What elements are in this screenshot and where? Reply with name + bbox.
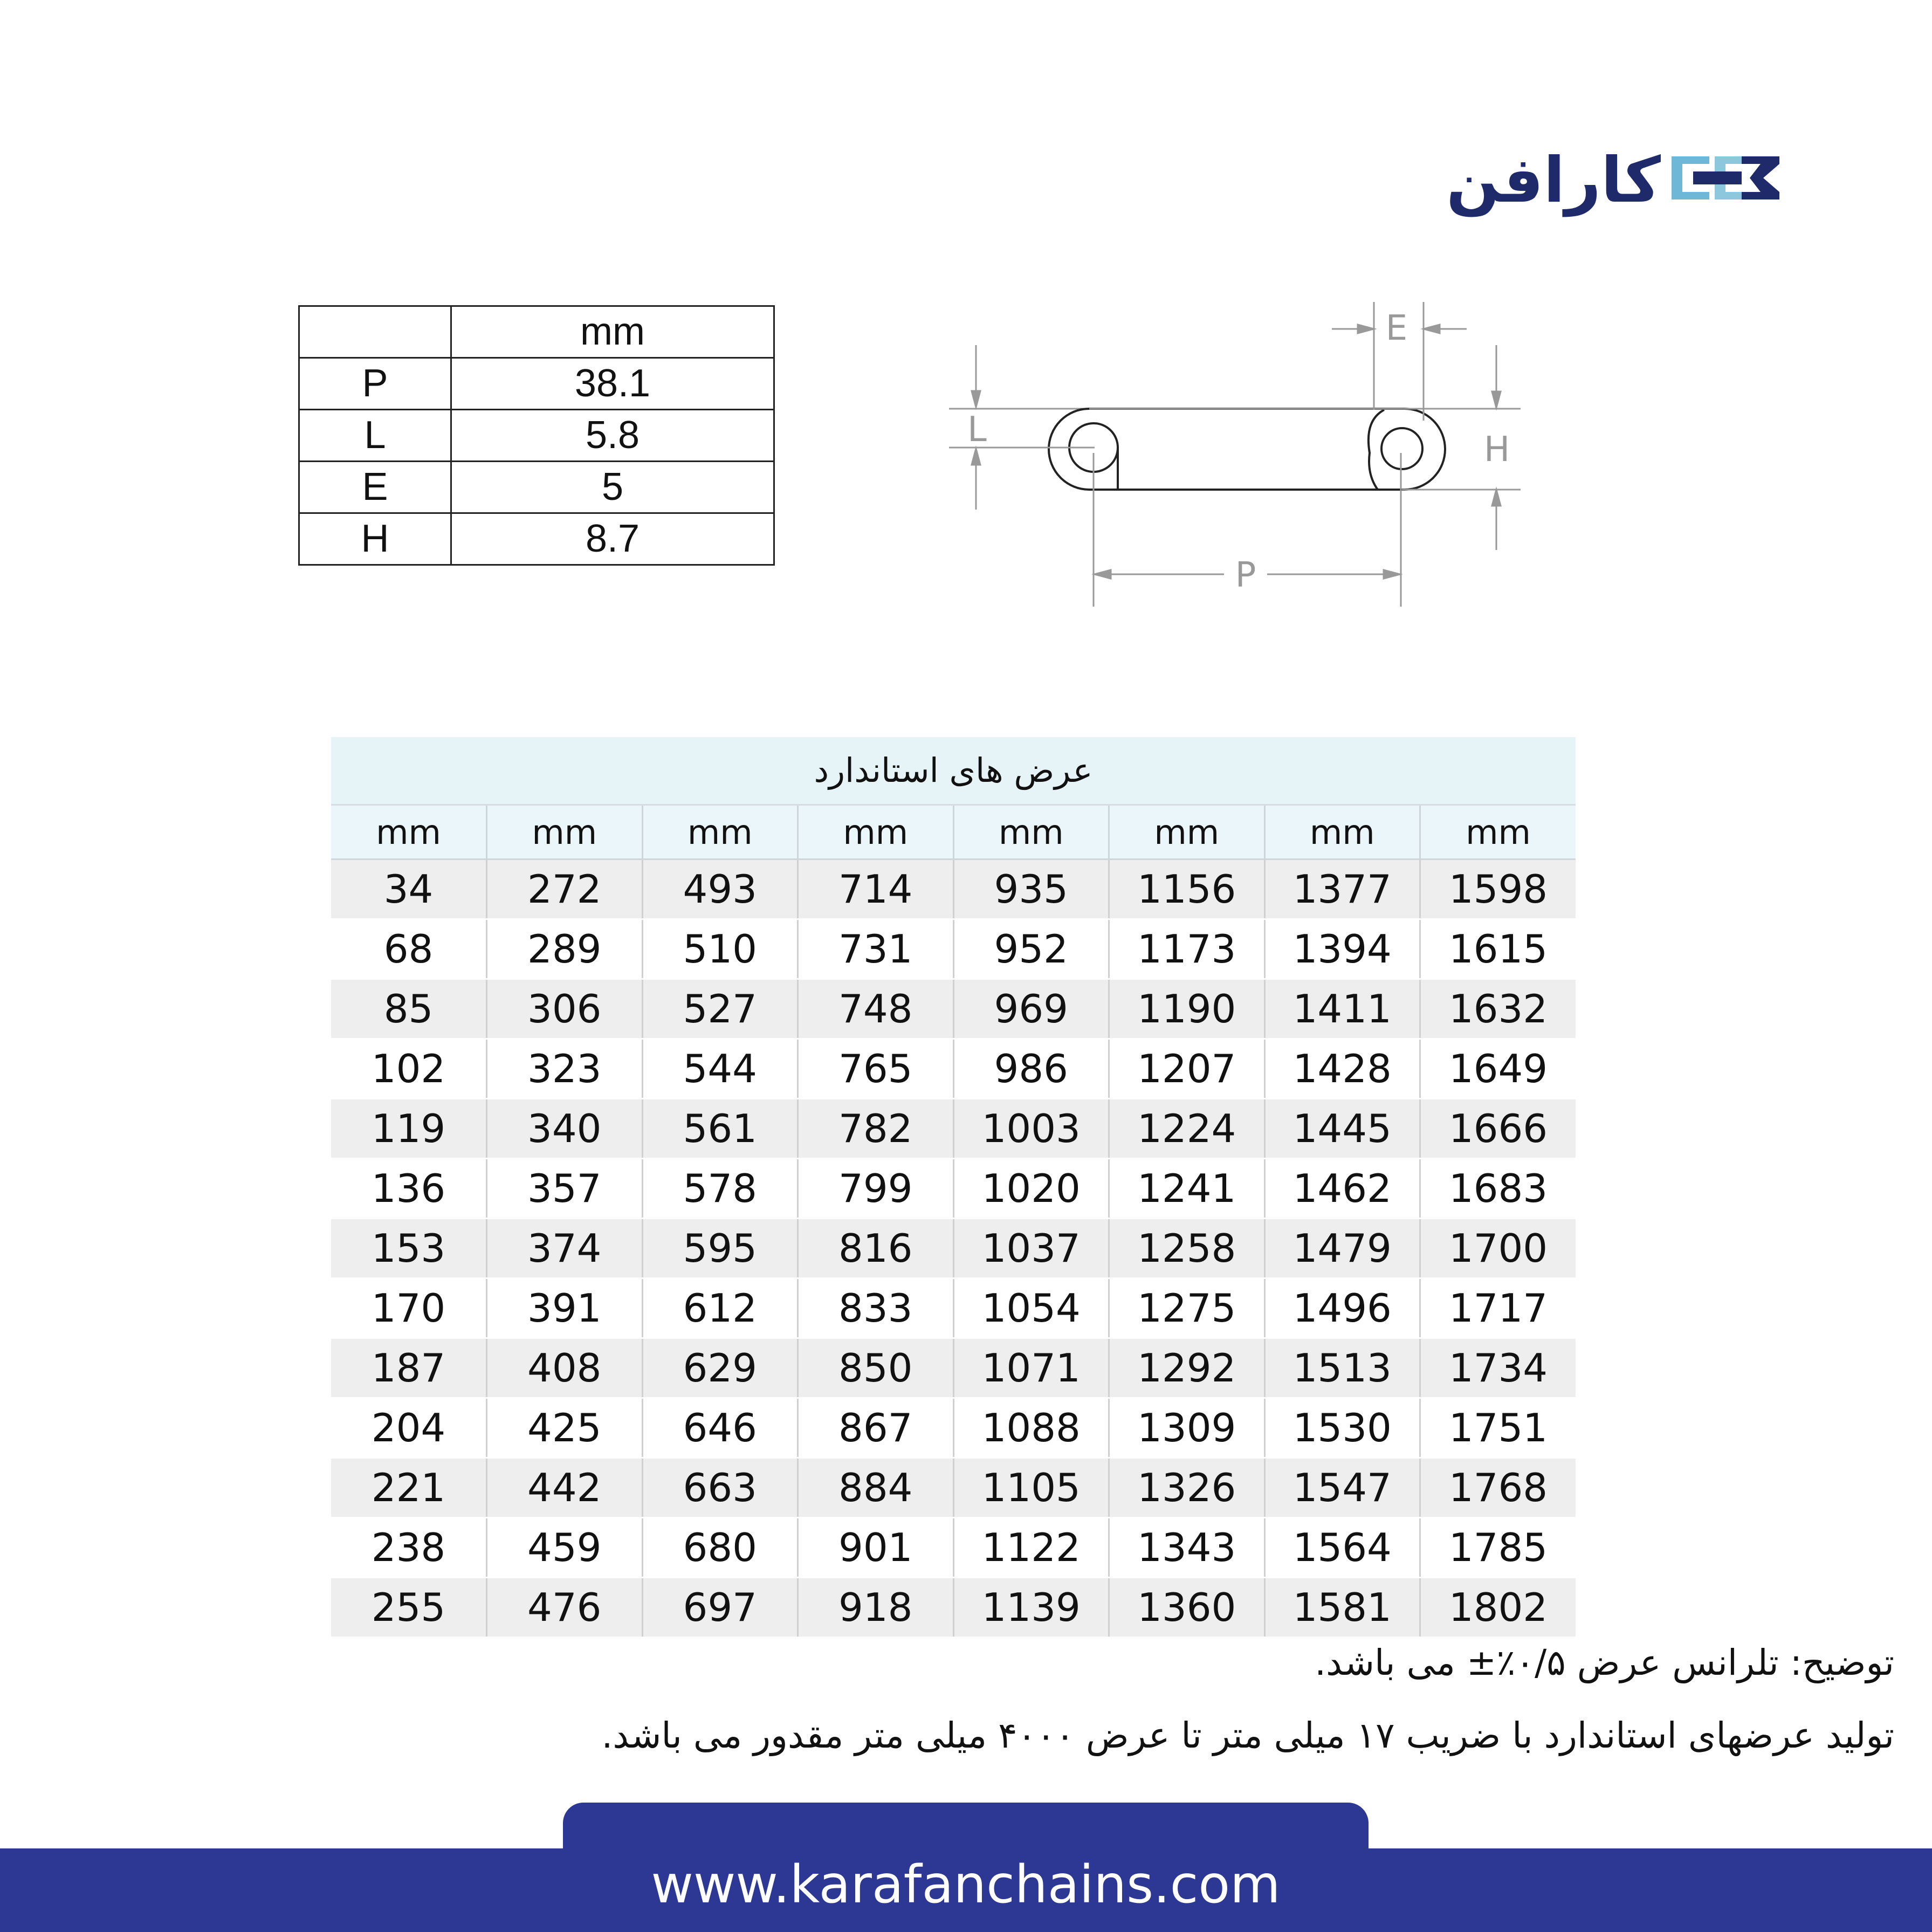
table-row <box>331 1338 1576 1398</box>
width-cell: 595 <box>642 1219 798 1278</box>
width-cell: 1343 <box>1109 1518 1265 1578</box>
width-cell: 731 <box>798 919 954 979</box>
width-cell: 1173 <box>1109 919 1265 979</box>
width-cell: 1513 <box>1264 1338 1420 1398</box>
width-cell: 680 <box>642 1518 798 1578</box>
width-cell: 272 <box>487 860 643 919</box>
width-cell: 1071 <box>953 1338 1109 1398</box>
width-cell: 289 <box>487 919 643 979</box>
width-cell: 629 <box>642 1338 798 1398</box>
width-cell: 1037 <box>953 1219 1109 1278</box>
width-cell: 1547 <box>1264 1458 1420 1518</box>
width-cell: 306 <box>487 979 643 1039</box>
width-cell: 1683 <box>1420 1159 1576 1219</box>
chain-link-outline <box>1049 409 1445 490</box>
standard-widths-table <box>331 806 1576 1638</box>
width-cell: 1275 <box>1109 1278 1265 1338</box>
dimension-table <box>298 305 775 566</box>
width-cell: 1003 <box>953 1099 1109 1159</box>
width-cell: 697 <box>642 1578 798 1638</box>
width-cell: 1649 <box>1420 1039 1576 1099</box>
width-cell: 544 <box>642 1039 798 1099</box>
dimension-value: 5.8 <box>451 410 774 462</box>
width-cell: 1258 <box>1109 1219 1265 1278</box>
width-cell: 1479 <box>1264 1219 1420 1278</box>
column-header: mm <box>1109 806 1265 860</box>
width-cell: 578 <box>642 1159 798 1219</box>
width-cell: 323 <box>487 1039 643 1099</box>
dimension-value: 38.1 <box>451 358 774 410</box>
width-cell: 1139 <box>953 1578 1109 1638</box>
width-cell: 969 <box>953 979 1109 1039</box>
table-row <box>331 1278 1576 1338</box>
width-cell: 476 <box>487 1578 643 1638</box>
table-row <box>331 919 1576 979</box>
width-cell: 1241 <box>1109 1159 1265 1219</box>
diagram-label-p: P <box>1235 555 1256 595</box>
width-cell: 816 <box>798 1219 954 1278</box>
width-cell: 255 <box>331 1578 487 1638</box>
production-note: تولید عرضهای استاندارد با ضریب ۱۷ میلی متر تا عرض ۴۰۰۰ میلی متر مقدور می باشد. <box>601 1715 1894 1756</box>
width-cell: 1054 <box>953 1278 1109 1338</box>
dimension-row <box>299 410 774 462</box>
width-cell: 918 <box>798 1578 954 1638</box>
width-cell: 102 <box>331 1039 487 1099</box>
width-cell: 1394 <box>1264 919 1420 979</box>
width-cell: 782 <box>798 1099 954 1159</box>
brand-mark-icon <box>1672 156 1779 200</box>
width-cell: 561 <box>642 1099 798 1159</box>
width-cell: 646 <box>642 1398 798 1458</box>
table-row <box>331 979 1576 1039</box>
table-row <box>331 1099 1576 1159</box>
width-cell: 1615 <box>1420 919 1576 979</box>
width-cell: 884 <box>798 1458 954 1518</box>
column-header: mm <box>331 806 487 860</box>
width-cell: 374 <box>487 1219 643 1278</box>
width-cell: 986 <box>953 1039 1109 1099</box>
width-cell: 1581 <box>1264 1578 1420 1638</box>
width-cell: 867 <box>798 1398 954 1458</box>
width-cell: 425 <box>487 1398 643 1458</box>
width-cell: 1020 <box>953 1159 1109 1219</box>
dimension-label: L <box>299 410 451 462</box>
table-row <box>331 1039 1576 1099</box>
width-cell: 493 <box>642 860 798 919</box>
table-row <box>331 1159 1576 1219</box>
width-cell: 714 <box>798 860 954 919</box>
column-header: mm <box>487 806 643 860</box>
width-cell: 1224 <box>1109 1099 1265 1159</box>
width-cell: 1666 <box>1420 1099 1576 1159</box>
width-cell: 901 <box>798 1518 954 1578</box>
width-cell: 850 <box>798 1338 954 1398</box>
chain-link-diagram <box>938 291 1542 615</box>
width-cell: 1802 <box>1420 1578 1576 1638</box>
tolerance-note: توضیح: تلرانس عرض ۰/۵٪± می باشد. <box>1315 1642 1894 1683</box>
width-cell: 204 <box>331 1398 487 1458</box>
column-header: mm <box>953 806 1109 860</box>
dimension-row <box>299 462 774 513</box>
column-header: mm <box>642 806 798 860</box>
dimension-header-empty <box>299 306 451 358</box>
width-cell: 1700 <box>1420 1219 1576 1278</box>
width-cell: 1292 <box>1109 1338 1265 1398</box>
width-cell: 1785 <box>1420 1518 1576 1578</box>
width-cell: 1190 <box>1109 979 1265 1039</box>
dimension-label: E <box>299 462 451 513</box>
brand-name: کارافن <box>1446 144 1661 217</box>
width-cell: 1122 <box>953 1518 1109 1578</box>
width-cell: 612 <box>642 1278 798 1338</box>
width-cell: 1768 <box>1420 1458 1576 1518</box>
width-cell: 799 <box>798 1159 954 1219</box>
standard-widths-title: عرض های استاندارد <box>331 737 1576 806</box>
width-cell: 68 <box>331 919 487 979</box>
table-row <box>331 1578 1576 1638</box>
width-cell: 170 <box>331 1278 487 1338</box>
width-cell: 340 <box>487 1099 643 1159</box>
width-cell: 1105 <box>953 1458 1109 1518</box>
brand-logo <box>1446 144 1779 217</box>
diagram-label-h: H <box>1483 430 1510 470</box>
dimension-label: P <box>299 358 451 410</box>
width-cell: 119 <box>331 1099 487 1159</box>
table-row <box>331 1458 1576 1518</box>
width-cell: 1207 <box>1109 1039 1265 1099</box>
width-cell: 136 <box>331 1159 487 1219</box>
dimension-value: 8.7 <box>451 513 774 565</box>
width-cell: 85 <box>331 979 487 1039</box>
width-cell: 952 <box>953 919 1109 979</box>
width-cell: 459 <box>487 1518 643 1578</box>
width-cell: 1156 <box>1109 860 1265 919</box>
column-header: mm <box>798 806 954 860</box>
column-header: mm <box>1420 806 1576 860</box>
width-cell: 357 <box>487 1159 643 1219</box>
standard-widths-header-row <box>331 806 1576 860</box>
width-cell: 1598 <box>1420 860 1576 919</box>
width-cell: 663 <box>642 1458 798 1518</box>
width-cell: 935 <box>953 860 1109 919</box>
column-header: mm <box>1264 806 1420 860</box>
width-cell: 1632 <box>1420 979 1576 1039</box>
width-cell: 1751 <box>1420 1398 1576 1458</box>
table-row <box>331 1219 1576 1278</box>
width-cell: 765 <box>798 1039 954 1099</box>
website-link[interactable]: www.karafanchains.com <box>651 1854 1281 1915</box>
dimension-value: 5 <box>451 462 774 513</box>
width-cell: 1360 <box>1109 1578 1265 1638</box>
width-cell: 408 <box>487 1338 643 1398</box>
width-cell: 1445 <box>1264 1099 1420 1159</box>
width-cell: 510 <box>642 919 798 979</box>
width-cell: 34 <box>331 860 487 919</box>
width-cell: 1564 <box>1264 1518 1420 1578</box>
table-row <box>331 1518 1576 1578</box>
width-cell: 527 <box>642 979 798 1039</box>
width-cell: 1496 <box>1264 1278 1420 1338</box>
standard-widths-body <box>331 860 1576 1638</box>
dimension-row <box>299 513 774 565</box>
width-cell: 748 <box>798 979 954 1039</box>
width-cell: 1734 <box>1420 1338 1576 1398</box>
width-cell: 1309 <box>1109 1398 1265 1458</box>
width-cell: 442 <box>487 1458 643 1518</box>
dimension-row <box>299 358 774 410</box>
width-cell: 1411 <box>1264 979 1420 1039</box>
width-cell: 1088 <box>953 1398 1109 1458</box>
width-cell: 1326 <box>1109 1458 1265 1518</box>
width-cell: 1428 <box>1264 1039 1420 1099</box>
width-cell: 238 <box>331 1518 487 1578</box>
width-cell: 153 <box>331 1219 487 1278</box>
width-cell: 221 <box>331 1458 487 1518</box>
width-cell: 391 <box>487 1278 643 1338</box>
dimension-unit-header: mm <box>451 306 774 358</box>
width-cell: 187 <box>331 1338 487 1398</box>
diagram-label-l: L <box>967 410 987 450</box>
width-cell: 1377 <box>1264 860 1420 919</box>
diagram-label-e: E <box>1385 308 1408 348</box>
width-cell: 1530 <box>1264 1398 1420 1458</box>
dimension-label: H <box>299 513 451 565</box>
width-cell: 1717 <box>1420 1278 1576 1338</box>
table-row <box>331 1398 1576 1458</box>
width-cell: 833 <box>798 1278 954 1338</box>
dimension-header-row <box>299 306 774 358</box>
table-row <box>331 860 1576 919</box>
width-cell: 1462 <box>1264 1159 1420 1219</box>
standard-widths-panel <box>331 737 1576 1630</box>
